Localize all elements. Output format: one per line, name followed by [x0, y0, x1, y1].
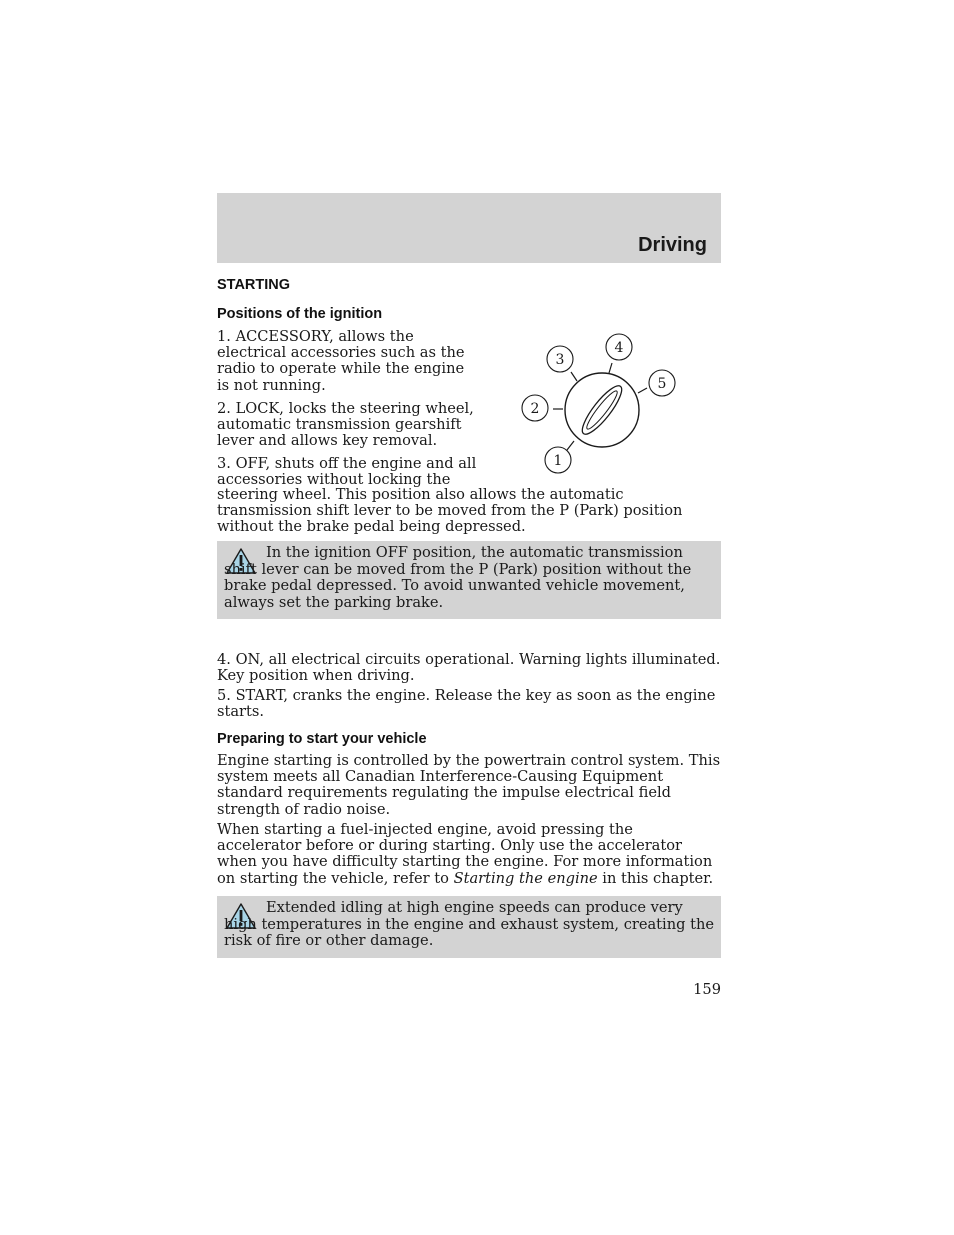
warning-text-ignition-off: In the ignition OFF position, the automatic transmission shift lever can be moved from the P (Park) position without the brake pedal depressed. To avoid unwanted vehicle movement, always set the parking brake. — [224, 544, 692, 611]
subsection-heading-preparing: Preparing to start your vehicle — [217, 731, 427, 747]
warning-box-ignition-off — [217, 541, 721, 619]
chapter-title: Driving — [638, 234, 707, 256]
ignition-item-3-start: 3. OFF, shuts off the engine and all accessories without locking the — [217, 455, 477, 489]
preparing-paragraph-2 — [217, 822, 721, 887]
cross-reference-starting-the-engine: Starting the engine — [453, 869, 598, 887]
subsection-heading-positions: Positions of the ignition — [217, 306, 383, 322]
position-label-5: 5 — [657, 376, 667, 392]
position-label-3: 3 — [555, 352, 565, 368]
ignition-item-1: 1. ACCESSORY, allows the electrical accessories such as the radio to operate while the engine is not running. — [217, 328, 465, 394]
preparing-paragraph-2-text: When starting a fuel-injected engine, avoid pressing the accelerator before or during starting. Only use the accelerator when you have difficulty starting the engine. For more information on starting the vehicle, refer to — [217, 821, 713, 887]
tick-5 — [638, 388, 647, 393]
position-label-2: 2 — [530, 401, 540, 417]
section-heading: STARTING — [217, 277, 291, 293]
tick-3 — [571, 372, 577, 381]
ignition-item-4: 4. ON, all electrical circuits operational. Warning lights illuminated. Key position when driving. — [217, 651, 721, 685]
page-number: 159 — [693, 981, 721, 998]
position-label-1: 1 — [553, 453, 563, 469]
chapter-header-band — [217, 193, 721, 263]
position-label-4: 4 — [614, 340, 624, 356]
ignition-diagram — [515, 330, 685, 480]
preparing-paragraph-1: Engine starting is controlled by the powertrain control system. This system meets all Canadian Interference-Causing Equipment standard requirements regulating the impulse electrical field strength of radio noise. — [217, 752, 721, 818]
tick-4 — [609, 363, 612, 373]
warning-box-idling — [217, 896, 721, 958]
ignition-item-5: 5. START, cranks the engine. Release the key as soon as the engine starts. — [217, 687, 716, 721]
tick-1 — [567, 441, 574, 450]
ignition-item-2: 2. LOCK, locks the steering wheel, automatic transmission gearshift lever and allows key removal. — [217, 400, 474, 450]
ignition-item-3-cont: steering wheel. This position also allows the automatic transmission shift lever to be moved from the P (Park) position without the brake pedal being depressed. — [217, 486, 683, 536]
preparing-paragraph-2-tail: in this chapter. — [597, 869, 714, 887]
warning-text-idling: Extended idling at high engine speeds can produce very high temperatures in the engine and exhaust system, creating the risk of fire or other damage. — [224, 899, 714, 950]
